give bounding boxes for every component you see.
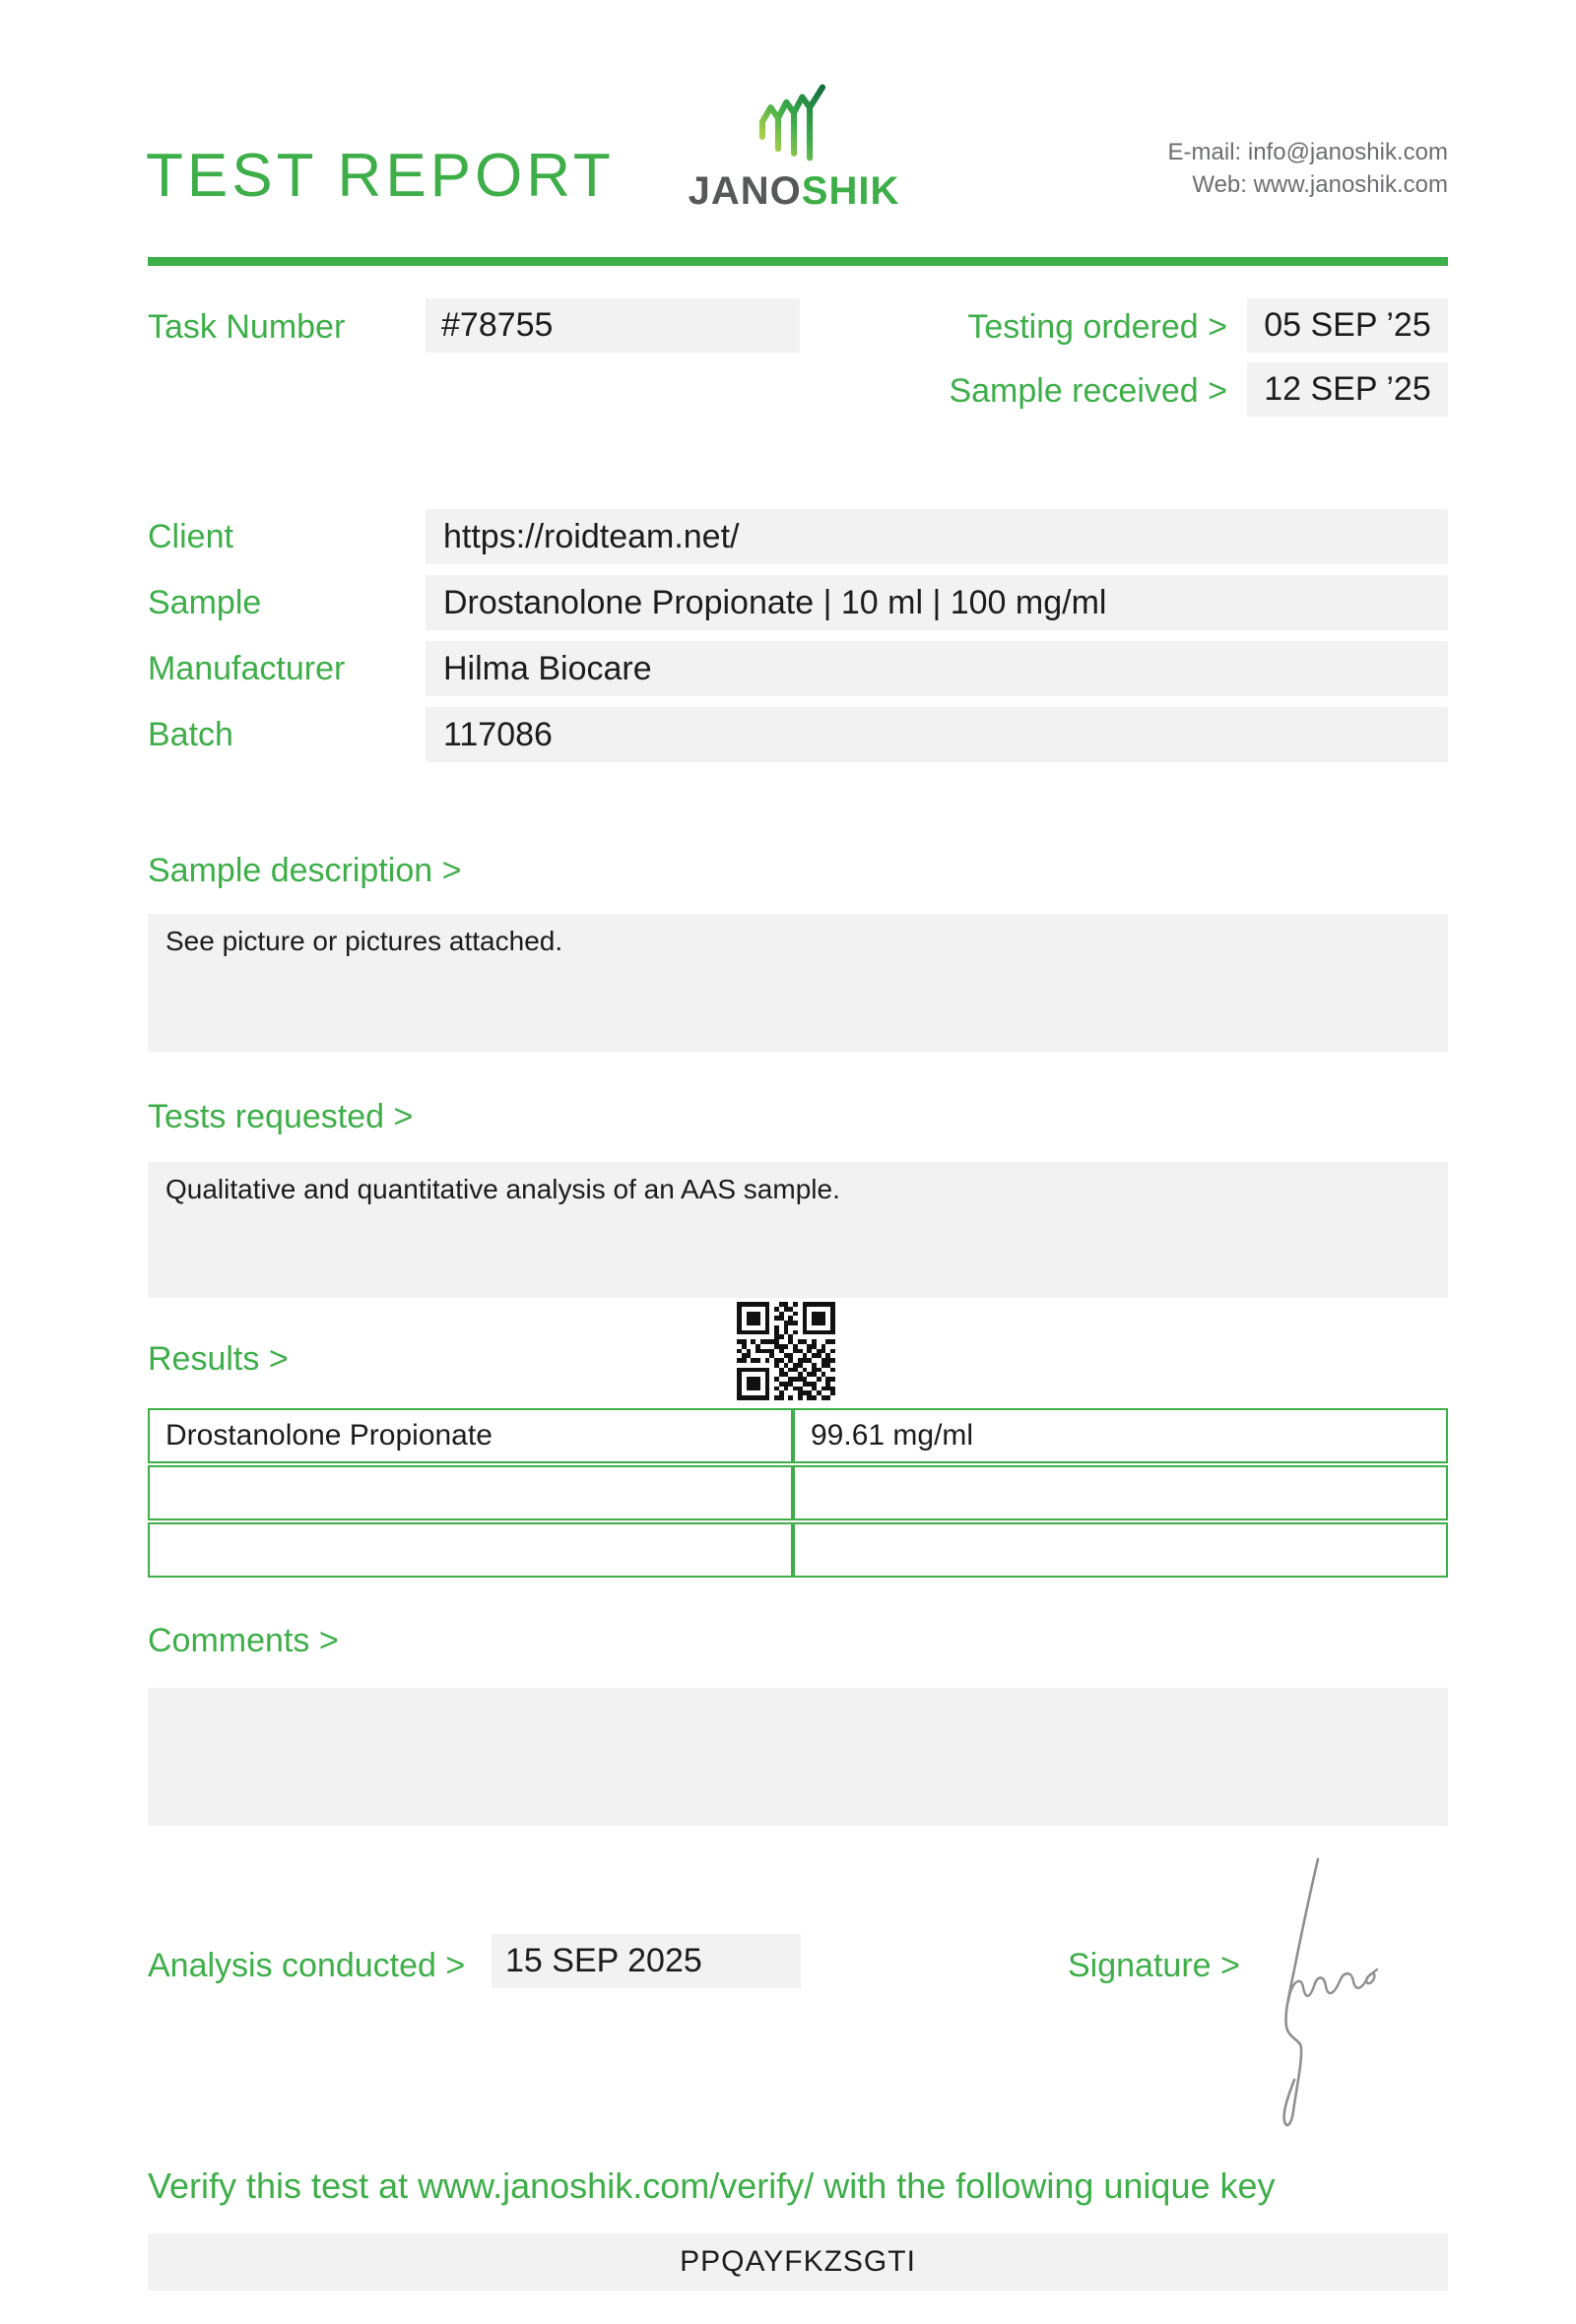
- task-number-value: #78755: [426, 298, 800, 353]
- contact-info: [1168, 136, 1448, 201]
- contact-email: E-mail: info@janoshik.com: [1167, 139, 1448, 165]
- result-value: [793, 1465, 1448, 1520]
- sample-label: Sample: [148, 583, 262, 621]
- growth-chart-icon: [747, 83, 841, 165]
- comments-box: [148, 1688, 1448, 1826]
- sample-description-heading: Sample description >: [148, 852, 462, 889]
- header-divider: [148, 257, 1448, 266]
- task-number-label: Task Number: [148, 308, 346, 346]
- manufacturer-label: Manufacturer: [148, 649, 346, 687]
- result-row: [148, 1465, 1448, 1520]
- verify-instruction: Verify this test at www.janoshik.com/verify/ with the following unique key: [148, 2165, 1276, 2206]
- analysis-conducted-label: Analysis conducted >: [148, 1947, 466, 1984]
- client-label: Client: [148, 517, 233, 555]
- results-heading: Results >: [148, 1340, 289, 1378]
- testing-ordered-value: 05 SEP ’25: [1247, 298, 1448, 353]
- result-analyte: [148, 1522, 793, 1578]
- sample-description-box: See picture or pictures attached.: [148, 914, 1448, 1052]
- batch-label: Batch: [148, 715, 233, 753]
- sample-value: Drostanolone Propionate | 10 ml | 100 mg/ml: [426, 575, 1448, 630]
- sample-received-value: 12 SEP ’25: [1247, 362, 1448, 417]
- batch-value: 117086: [426, 707, 1448, 762]
- logo-wordmark: [689, 169, 900, 213]
- tests-requested-box: Qualitative and quantitative analysis of an AAS sample.: [148, 1162, 1448, 1298]
- manufacturer-value: Hilma Biocare: [426, 641, 1448, 696]
- signature-label: Signature >: [1068, 1947, 1240, 1984]
- qr-code: [737, 1302, 835, 1400]
- results-table: [148, 1406, 1448, 1580]
- tests-requested-heading: Tests requested >: [148, 1098, 414, 1135]
- client-value: https://roidteam.net/: [426, 509, 1448, 564]
- logo-text-shik: SHIK: [801, 169, 900, 213]
- signature-image: [1261, 1832, 1478, 2147]
- result-value: [793, 1522, 1448, 1578]
- page-title: TEST REPORT: [146, 142, 615, 210]
- contact-web: Web: www.janoshik.com: [1192, 171, 1448, 198]
- result-row: [148, 1522, 1448, 1578]
- janoshik-logo: [684, 83, 904, 213]
- result-analyte: [148, 1465, 793, 1520]
- testing-ordered-label: Testing ordered >: [967, 308, 1227, 346]
- logo-text-jano: JANO: [688, 169, 802, 213]
- analysis-date-value: 15 SEP 2025: [492, 1934, 801, 1988]
- unique-key-value: PPQAYFKZSGTI: [148, 2233, 1448, 2291]
- result-analyte: Drostanolone Propionate: [148, 1408, 793, 1463]
- sample-received-label: Sample received >: [949, 372, 1227, 410]
- result-value: 99.61 mg/ml: [793, 1408, 1448, 1463]
- result-row: [148, 1408, 1448, 1463]
- comments-heading: Comments >: [148, 1622, 339, 1659]
